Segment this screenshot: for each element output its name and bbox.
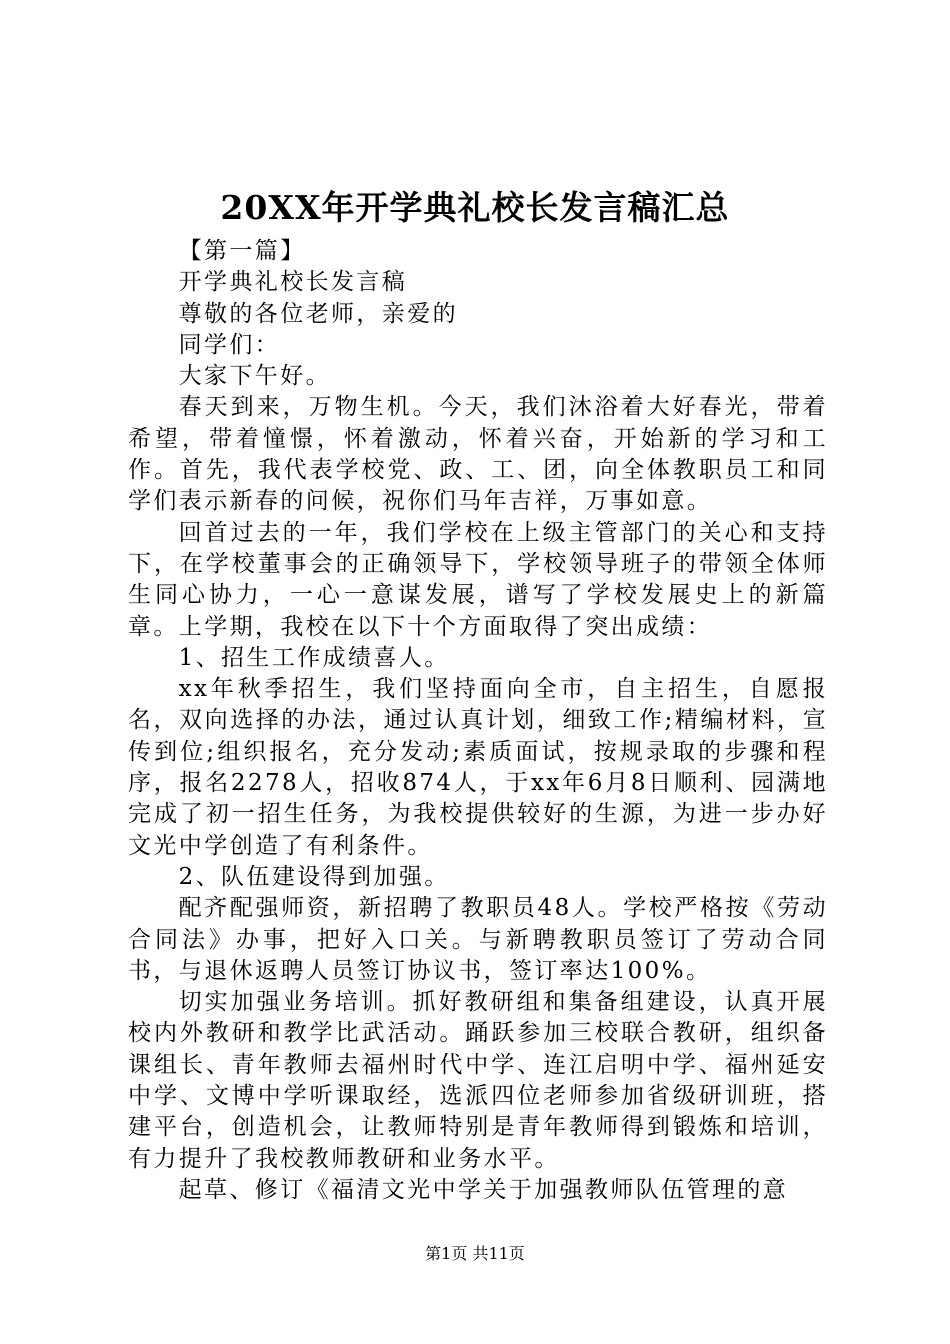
greeting: 大家下午好。 xyxy=(178,363,331,390)
document-body xyxy=(128,236,828,1206)
salutation-line-2: 同学们： xyxy=(178,331,281,358)
speech-title: 开学典礼校长发言稿 xyxy=(178,269,408,296)
document-title: 20XX年开学典礼校长发言稿汇总 xyxy=(220,188,730,227)
paragraph: 起草、修订《福清文光中学关于加强教师队伍管理的意 xyxy=(178,1176,789,1203)
paragraph: 春天到来，万物生机。今天，我们沐浴着大好春光，带着希望，带着憧憬，怀着激动，怀着兴奋，开始新的学习和工作。首先，我代表学校党、政、工、团，向全体教职员工和同学们表示新春的问候，祝你们马年吉祥，万事如意。 xyxy=(128,394,828,515)
paragraph: 切实加强业务培训。抓好教研组和集备组建设，认真开展校内外教研和教学比武活动。踊跃参加三校联合教研，组织备课组长、青年教师去福州时代中学、连江启明中学、福州延安中学、文博中学听课取经，选派四位老师参加省级研训班，搭建平台，创造机会，让教师特别是青年教师得到锻炼和培训，有力提升了我校教师教研和业务水平。 xyxy=(128,989,828,1172)
list-heading: 2、队伍建设得到加强。 xyxy=(178,863,450,890)
list-heading: 1、招生工作成绩喜人。 xyxy=(178,644,450,671)
section-heading: 【第一篇】 xyxy=(178,238,306,264)
paragraph: 配齐配强师资，新招聘了教职员48人。学校严格按《劳动合同法》办事，把好入口关。与新聘教职员签订了劳动合同书，与退休返聘人员签订协议书，签订率达100%。 xyxy=(128,895,828,984)
page-footer: 第1页 共11页 xyxy=(425,1244,525,1263)
paragraph: 回首过去的一年，我们学校在上级主管部门的关心和支持下，在学校董事会的正确领导下，学校领导班子的带领全体师生同心协力，一心一意谋发展，谱写了学校发展史上的新篇章。上学期，我校在以下十个方面取得了突出成绩： xyxy=(128,519,828,640)
paragraph: xx年秋季招生，我们坚持面向全市，自主招生，自愿报名，双向选择的办法，通过认真计划，细致工作;精编材料，宣传到位;组织报名，充分发动;素质面试，按规录取的步骤和程序，报名2278人，招收874人，于xx年6月8日顺利、园满地完成了初一招生任务，为我校提供较好的生源，为进一步办好文光中学创造了有利条件。 xyxy=(128,676,828,859)
salutation-line-1: 尊敬的各位老师，亲爱的 xyxy=(178,300,458,327)
